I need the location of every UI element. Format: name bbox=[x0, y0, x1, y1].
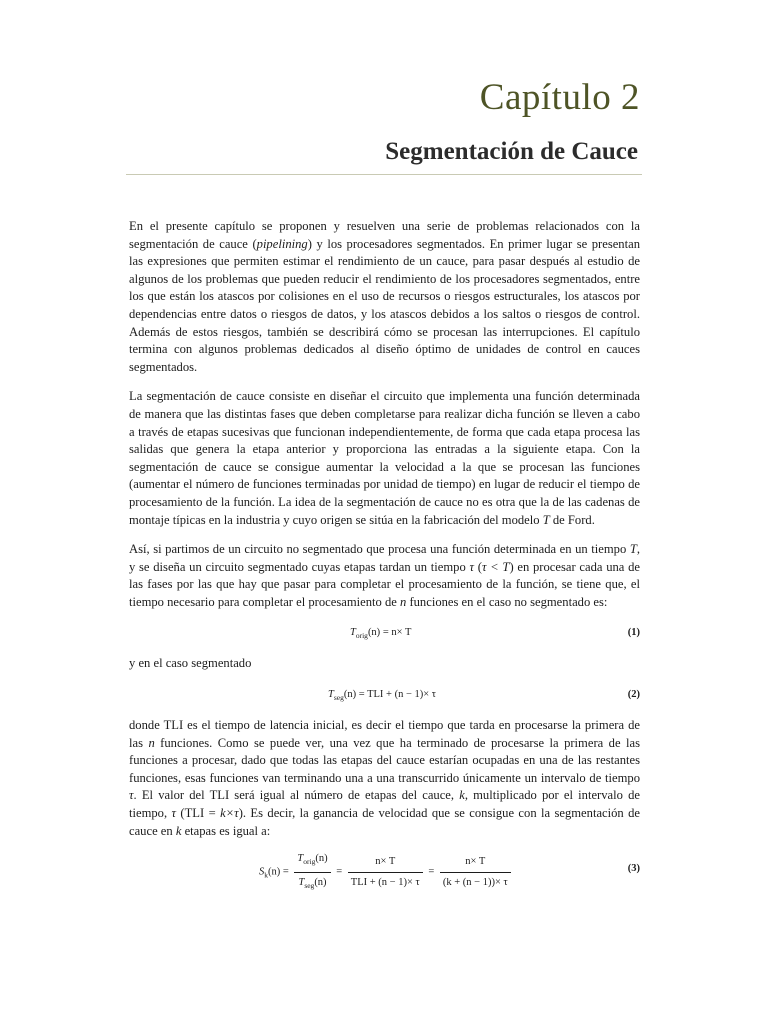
header-divider bbox=[126, 174, 642, 175]
equation-2-number: (2) bbox=[627, 689, 640, 701]
equation-2-expression: $T_{seg}(n)$ = TLI + (n − 1)× τ bbox=[328, 689, 437, 703]
paragraph-tli: donde TLI es el tiempo de latencia inicial, es decir el tiempo que tarda en procesarse la primera de las n funciones. Como se puede ver, una vez que ha terminado de procesarse la primera de las funciones a procesar, dado que todas las etapas del cauce estarían ocupadas en una de las restantes funciones, esas funciones van terminando una a una transcurrido únicamente un intervalo de tiempo τ. El valor del TLI será igual al número de etapas del cauce, k, multiplicado por el intervalo de tiempo, τ (TLI = k×τ). Es decir, la ganancia de velocidad que se consigue con la segmentación de cauce en k etapas es igual a: bbox=[129, 718, 640, 838]
fraction-3: $\frac{n\times T}{(k + (n - 1))\times \tau}$ bbox=[440, 853, 511, 891]
equation-3 bbox=[129, 846, 640, 890]
equation-3-number: (3) bbox=[627, 863, 640, 875]
equation-1-expression: $T_{orig}(n) = n\times T$ bbox=[350, 627, 412, 641]
paragraph-intro: En el presente capítulo se proponen y resuelven una serie de problemas relacionados con la segmentación de cauce (pipelining) y los procesadores segmentados. En primer lugar se presentan las expresiones que permiten estimar el rendimiento de un cauce, para pasar después al estudio de algunos de los problemas que pueden reducir el rendimiento de los procesadores segmentados, entre los que están los atascos por colisiones en el uso de recursos o riesgos estructurales, los atascos por dependencias entre datos o riesgos de datos, y los atascos debidos a los saltos o riesgos de control. Además de estos riesgos, también se describirá cómo se procesan las interrupciones. El capítulo termina con algunos problemas dedicados al diseño óptimo de unidades de control en cauces segmentados. bbox=[129, 219, 640, 374]
equation-3-expression: $S_k(n)$ = $\frac{T_{orig}(n)}{T_{seg}(n)}$ = $\frac{n\times T}{\text{TLI + (n − 1)× τ}}$ = $\frac{n\times T}{(k + (n - 1))\times \tau}$ bbox=[259, 850, 514, 894]
paragraph-segmented: y en el caso segmentado bbox=[129, 656, 252, 671]
equation-1 bbox=[129, 617, 640, 647]
fraction-1: $\frac{T_{orig}(n)}{T_{seg}(n)}$ bbox=[294, 850, 330, 894]
equation-1-number: (1) bbox=[627, 627, 640, 639]
chapter-title: Segmentación de Cauce bbox=[385, 138, 638, 165]
chapter-number: Capítulo 2 bbox=[479, 77, 640, 118]
paragraph-timing: Así, si partimos de un circuito no segmentado que procesa una función determinada en un tiempo T, y se diseña un circuito segmentado cuyas etapas tardan un tiempo τ (τ < T) en procesar cada una de las fases por las que hay que pasar para completar el procesamiento de la función, se tiene que, el tiempo necesario para completar el procesamiento de n funciones en el caso no segmentado es: bbox=[129, 542, 640, 609]
paragraph-definition: La segmentación de cauce consiste en diseñar el circuito que implementa una función determinada de manera que las distintas fases que deben completarse para realizar dicha función se lleven a cabo a través de etapas sucesivas que funcionan independientemente, de forma que cada etapa procesa las salidas que genera la etapa anterior y proporciona las entradas a la siguiente etapa. Con la segmentación de cauce se consigue aumentar la velocidad a la que se procesan las funciones (aumentar el número de funciones terminadas por unidad de tiempo) en lugar de reducir el tiempo de procesamiento de la función. La idea de la segmentación de cauce no es otra que la de las cadenas de montaje típicas en la industria y cuyo origen se sitúa en la fabricación del modelo T de Ford. bbox=[129, 389, 640, 527]
term-pipelining: pipelining bbox=[256, 236, 308, 251]
equation-2 bbox=[129, 679, 640, 709]
fraction-2: $\frac{n\times T}{\text{TLI + (n − 1)× τ}}$ bbox=[348, 853, 423, 891]
body-text bbox=[129, 218, 640, 898]
